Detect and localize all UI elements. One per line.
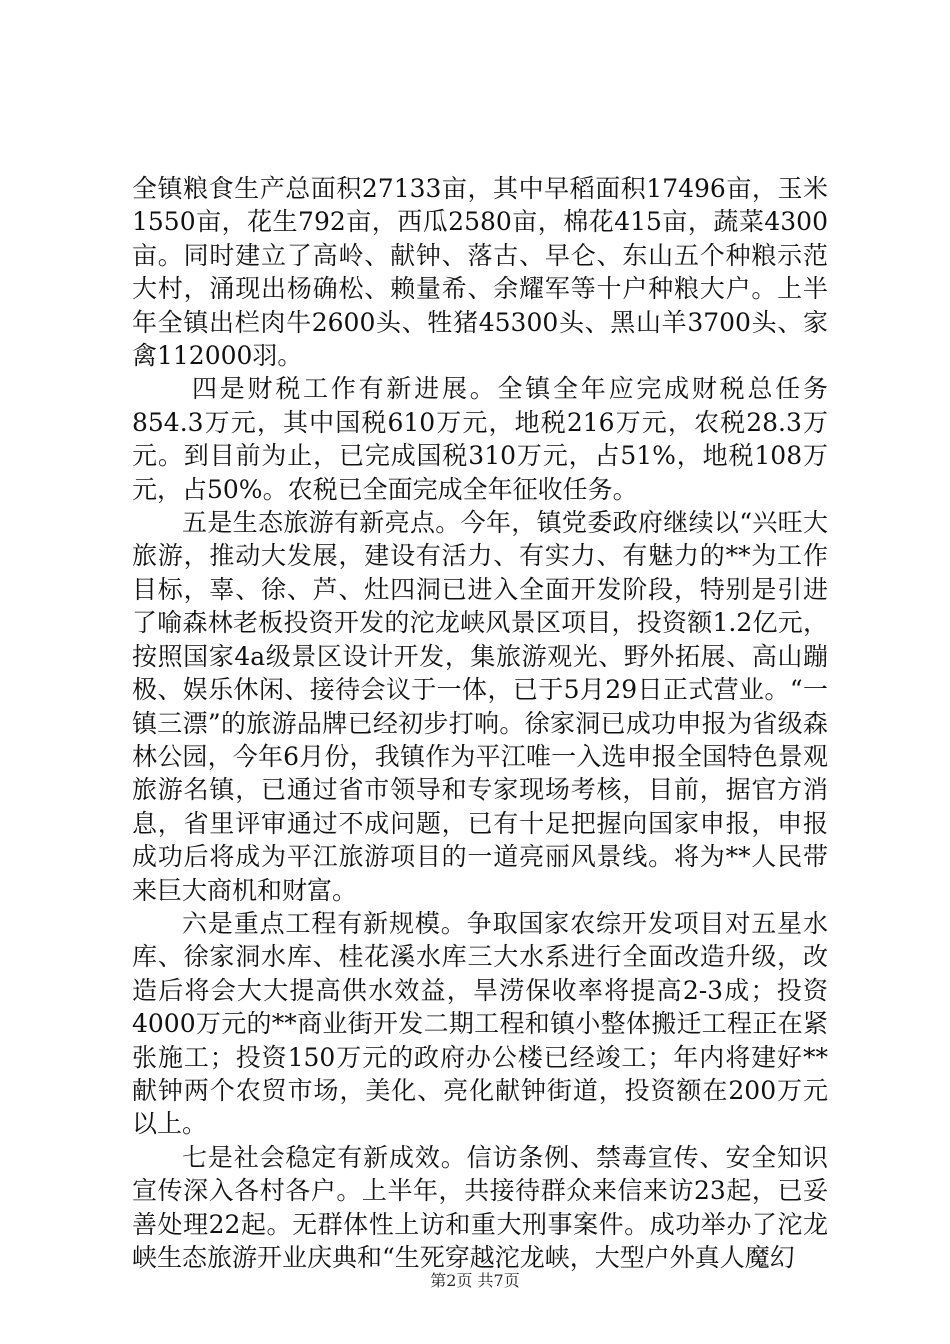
paragraph-social-stability: 七是社会稳定有新成效。信访条例、禁毒宣传、安全知识宣传深入各村各户。上半年，共接待群众来信来访23起，已妥善处理22起。无群体性上访和重大刑事案件。成功举办了沱龙峡生态旅游开业庆典和“生死穿越沱龙峡，大型户外真人魔幻 — [132, 1142, 828, 1272]
document-body — [132, 172, 828, 1274]
paragraph-grain-production: 全镇粮食生产总面积27133亩，其中早稻面积17496亩，玉米1550亩，花生792亩，西瓜2580亩，棉花415亩，蔬菜4300亩。同时建立了高岭、献钟、落古、早仑、东山五个种粮示范大村，涌现出杨确松、赖量希、余耀军等十户种粮大户。上半年全镇出栏肉牛2600头、牲猪45300头、黑山羊3700头、家禽112000羽。 — [132, 174, 828, 371]
paragraph-key-projects: 六是重点工程有新规模。争取国家农综开发项目对五星水库、徐家洞水库、桂花溪水库三大水系进行全面改造升级，改造后将会大大提高供水效益，旱涝保收率将提高2-3成；投资4000万元的**商业街开发二期工程和镇小整体搬迁工程正在紧张施工；投资150万元的政府办公楼已经竣工；年内将建好**献钟两个农贸市场，美化、亮化献钟街道，投资额在200万元以上。 — [132, 908, 828, 1139]
page-number-footer: 第2页 共7页 — [430, 1271, 520, 1290]
paragraph-eco-tourism: 五是生态旅游有新亮点。今年，镇党委政府继续以“兴旺大旅游，推动大发展，建设有活力、有实力、有魅力的**为工作目标，辜、徐、芦、灶四洞已进入全面开发阶段，特别是引进了喻森林老板投资开发的沱龙峡风景区项目，投资额1.2亿元，按照国家4a级景区设计开发，集旅游观光、野外拓展、高山蹦极、娱乐休闲、接待会议于一体，已于5月29日正式营业。“一镇三漂”的旅游品牌已经初步打响。徐家洞已成功申报为省级森林公园，今年6月份，我镇作为平江唯一入选申报全国特色景观旅游名镇，已通过省市领导和专家现场考核，目前，据官方消息，省里评审通过不成问题，已有十足把握向国家申报，申报成功后将成为平江旅游项目的一道亮丽风景线。将为**人民带来巨大商机和财富。 — [132, 508, 828, 905]
paragraph-finance-tax: 四是财税工作有新进展。全镇全年应完成财税总任务854.3万元，其中国税610万元，地税216万元，农税28.3万元。到目前为止，已完成国税310万元，占51%，地税108万元，占50%。农税已全面完成全年征收任务。 — [132, 374, 828, 504]
